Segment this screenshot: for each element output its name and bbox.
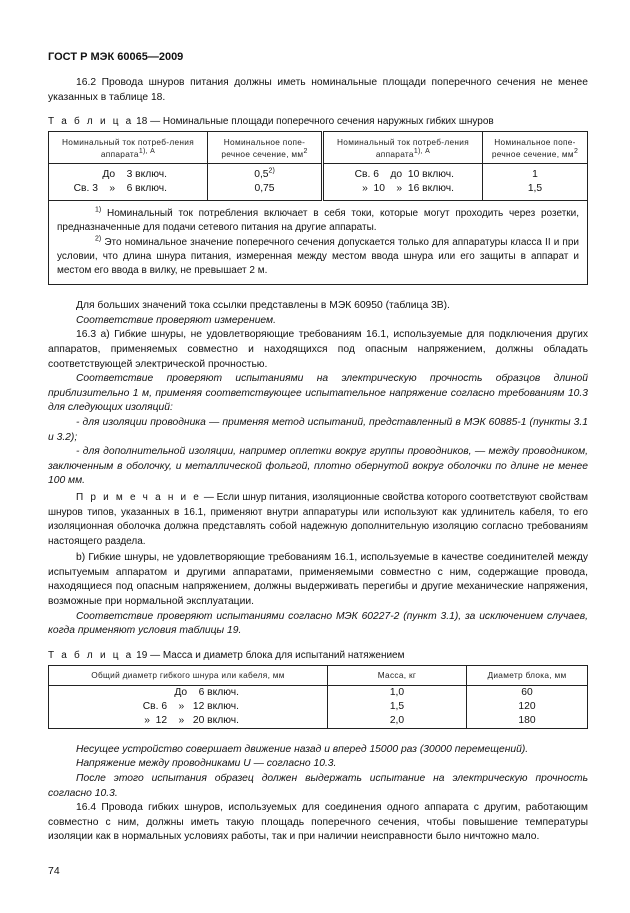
- caption-text: 19 — Масса и диаметр блока для испытаний натяжением: [136, 649, 405, 661]
- table18-cell: 0,5$^{2)}$ 0,75: [208, 164, 323, 201]
- table18-header: Номинальное попе-речное сечение, $мм^2$: [208, 132, 323, 164]
- paragraph: b) Гибкие шнуры, не удовлетворяющие требованиям 16.1, используемые в качестве соединителей между испытуемым аппаратом и другими аппаратами, применяемыми совместно с ним, содержащие провода, находящиеся под опасным напряжением, должны выдерживать перегибы и другие механические напряжения, возможные при нормальной эксплуатации.: [48, 552, 588, 608]
- table18-footnotes: [49, 201, 588, 285]
- table19-cell: 1,0 1,5 2,0: [328, 685, 467, 728]
- table-19: [48, 665, 588, 729]
- table19-header: Диаметр блока, мм: [467, 665, 588, 685]
- table18-header: Номинальное попе-речное сечение, $мм^2$: [483, 132, 588, 164]
- paragraph-16-2: [48, 76, 588, 105]
- table19-caption: [48, 649, 588, 662]
- caption-prefix: Т а б л и ц а: [48, 116, 134, 128]
- paragraph: После этого испытания образец должен выдержать испытание на электрическую прочность согласно 10.3.: [48, 773, 588, 799]
- table-18: [48, 131, 588, 285]
- note: П р и м е ч а н и е — Если шнур питания, изоляционные свойства которого соответствуют свойствам шнуров типов, указанных в 16.1, применяют внутри аппаратуры или используют как удлинитель кабеля, то его изоляционная оболочка должна представлять собой надежную дополнительную изоляцию согласно требованиям настоящего раздела.: [48, 491, 588, 547]
- table18-header: Номинальный ток потреб-ления аппарата$^{1), А}$: [323, 132, 483, 164]
- paragraph: Для больших значений тока ссылки представлены в МЭК 60950 (таблица 3В).: [76, 300, 450, 312]
- table18-cell: До 3 включ. Св. 3 » 6 включ.: [49, 164, 208, 201]
- paragraph: Соответствие проверяют измерением.: [76, 314, 276, 326]
- table19-cell: 60 120 180: [467, 685, 588, 728]
- caption-text: 18 — Номинальные площади поперечного сечения наружных гибких шнуров: [136, 116, 494, 128]
- table19-cell: До 6 включ. Св. 6 » 12 включ. » 12 » 20 включ.: [49, 685, 328, 728]
- footnote: $^{1)}$ Номинальный ток потребления включает в себя токи, которые могут проходить через розетки, предназначенные для подачи сетевого питания на другие аппараты.: [57, 206, 580, 234]
- page-number: 74: [48, 865, 60, 878]
- table18-caption: [48, 115, 588, 128]
- footnote: $^{2)}$ Это номинальное значение поперечного сечения допускается только для аппаратуры класса II и при условии, что длина шнура питания, измеренная между местом ввода шнура или его защиты в аппарат и местом его ввода в вилку, не превышает 2 м.: [57, 235, 579, 276]
- table19-header: Масса, кг: [328, 665, 467, 685]
- paragraph: 16.4 Провода гибких шнуров, используемых для соединения одного аппарата с другим, работающим совместно с ним, должны иметь такую площадь поперечного сечения, чтобы повышение температуры изоляции как в нормальных условиях работы, так и при наличии неисправности было ничтожно мало.: [48, 802, 588, 843]
- document-header: ГОСТ Р МЭК 60065—2009: [48, 51, 184, 63]
- paragraph: Соответствие проверяют испытаниями согласно МЭК 60227-2 (пункт 3.1), за исключением случаев, когда применяют условия таблицы 19.: [48, 610, 588, 637]
- caption-prefix: Т а б л и ц а: [48, 649, 134, 661]
- paragraph: 16.3 а) Гибкие шнуры, не удовлетворяющие требованиям 16.1, используемые для подключения других аппаратов, применяемых совместно и находящихся под опасным напряжением, должны обладать соответствующей электрической прочностью.: [48, 329, 588, 370]
- paragraph: - для изоляции проводника — применяя метод испытаний, представленный в МЭК 60885-1 (пункты 3.1 и 3.2);: [48, 416, 588, 443]
- paragraph: Напряжение между проводниками U — согласно 10.3.: [76, 758, 337, 770]
- table18-cell: Св. 6 до 10 включ. » 10 » 16 включ.: [323, 164, 483, 201]
- paragraph: Соответствие проверяют испытаниями на электрическую прочность образцов длиной приблизительно 1 м, применяя соответствующее испытательное напряжение согласно требованиям 10.3 для следующих изоляций:: [48, 373, 588, 414]
- paragraph: - для дополнительной изоляции, например оплетки вокруг группы проводников, — между проводником, заключенным в оболочку, и металлической фольгой, плотно обернутой вокруг оболочки по длине не менее 100 мм.: [48, 446, 588, 487]
- paragraph: Несущее устройство совершает движение назад и вперед 15000 раз (30000 перемещений).: [76, 743, 529, 755]
- body-section-16-4: [48, 743, 588, 845]
- table18-header: Номинальный ток потреб-ления аппарата$^{1), А}$: [49, 132, 208, 164]
- body-section-16-3: [48, 299, 588, 639]
- table19-header: Общий диаметр гибкого шнура или кабеля, мм: [49, 665, 328, 685]
- table18-cell: 1 1,5: [483, 164, 588, 201]
- paragraph: 16.2 Провода шнуров питания должны иметь номинальные площади поперечного сечения не менее указанных в таблице 18.: [48, 77, 588, 103]
